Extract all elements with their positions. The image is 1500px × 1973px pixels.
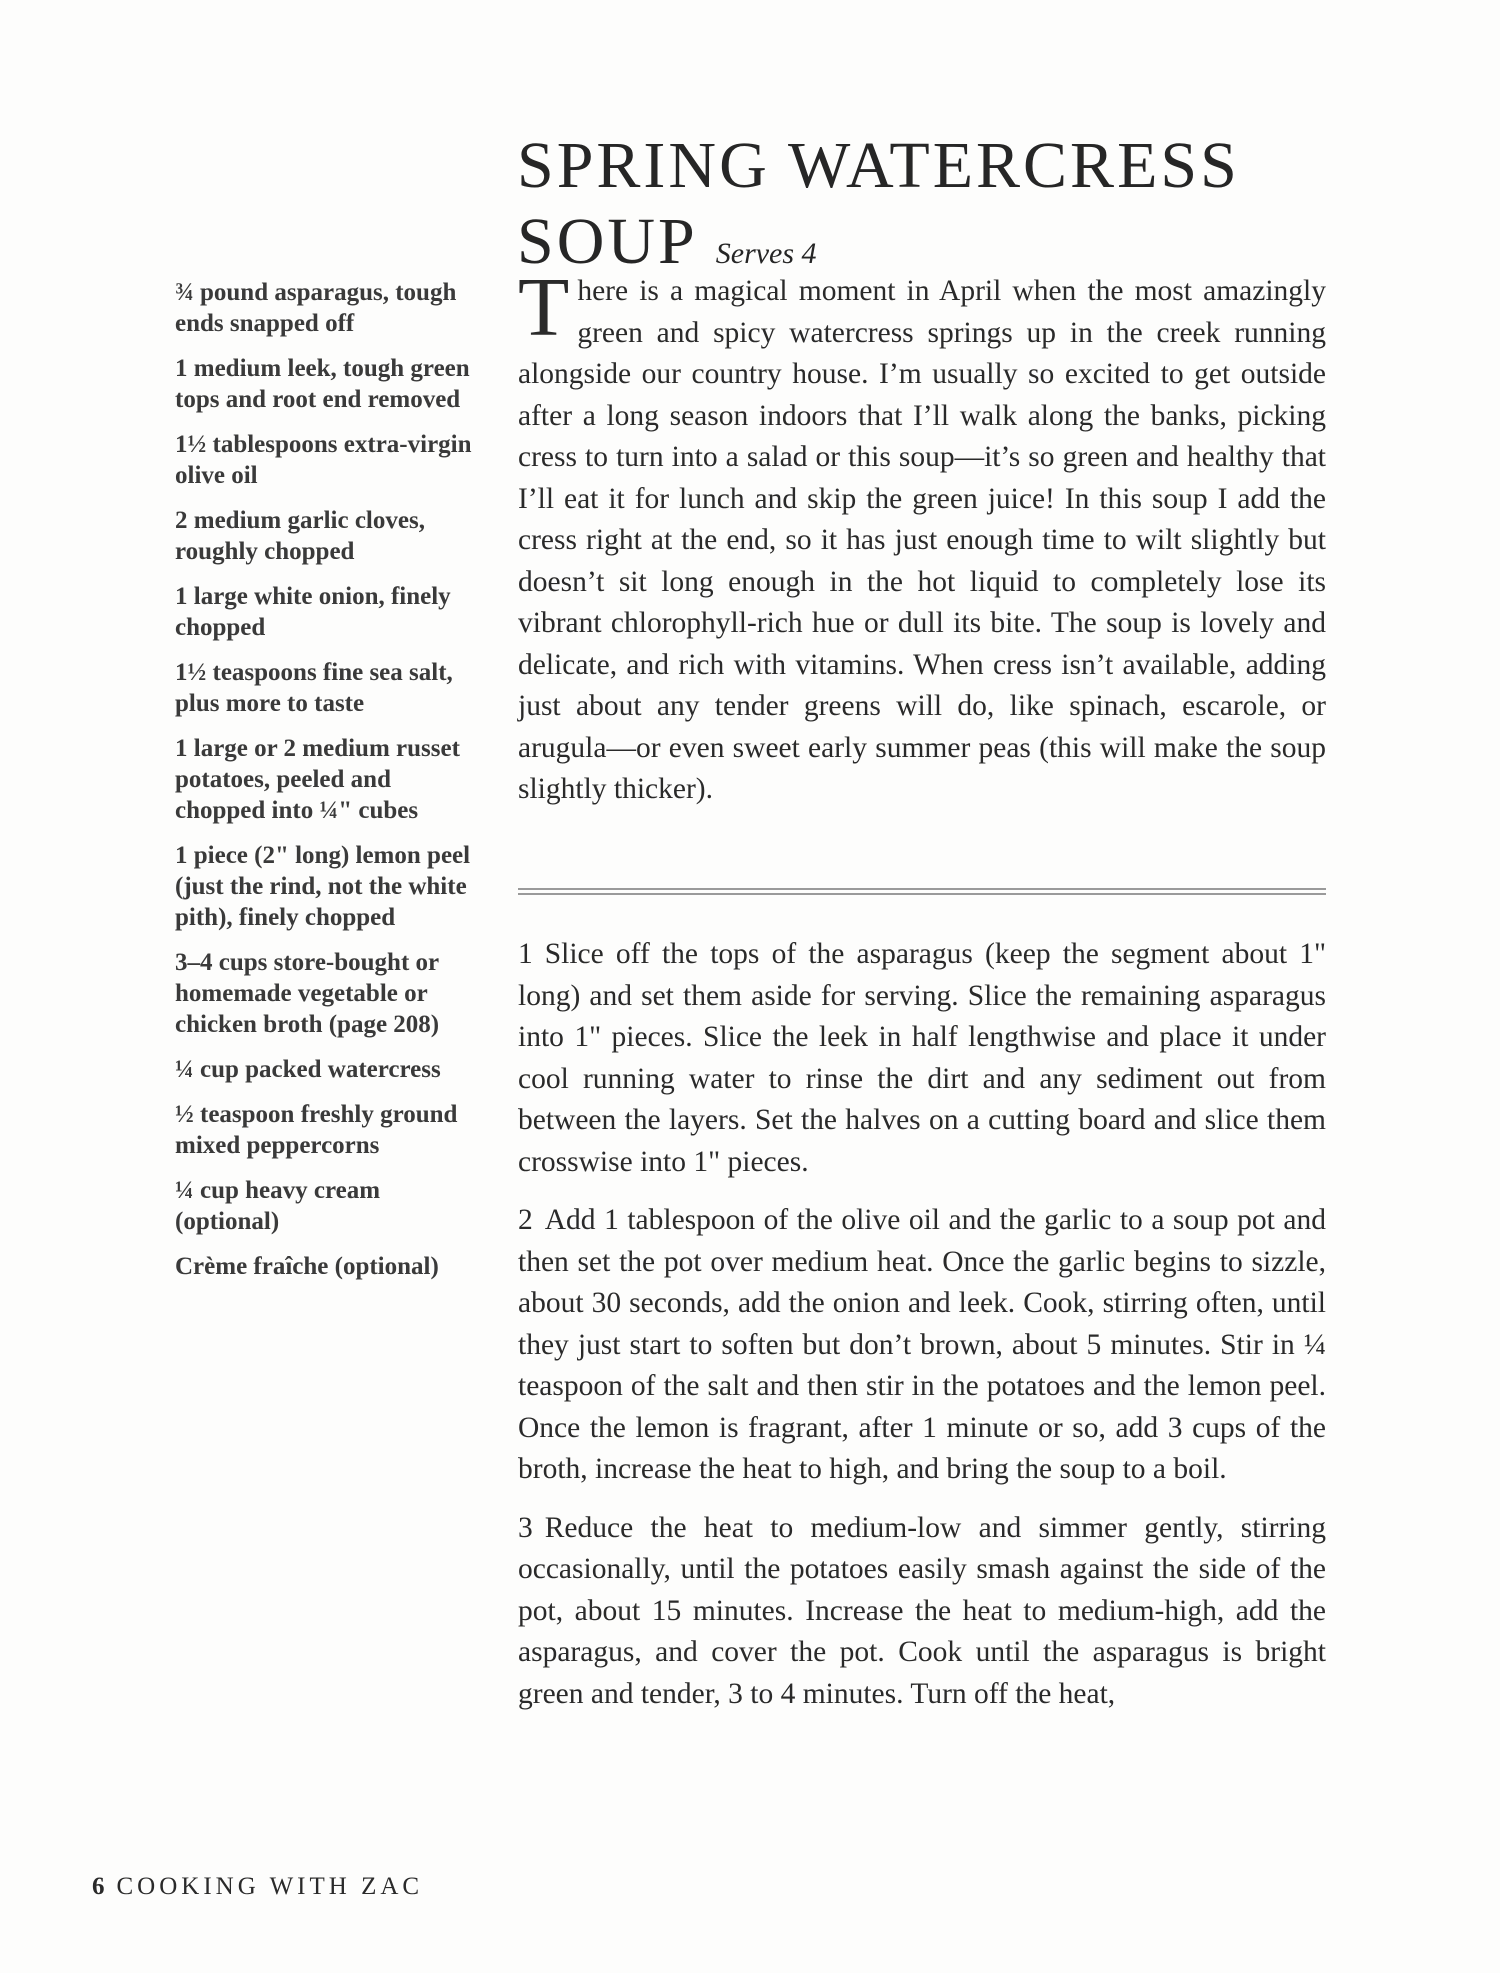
ingredient-item: 2 medium garlic cloves, roughly chopped <box>175 507 425 565</box>
ingredient-item: 1½ teaspoons fine sea salt, plus more to taste <box>175 659 453 717</box>
recipe-title-line2: SOUP <box>517 205 698 278</box>
ingredient-list <box>175 277 475 1296</box>
page-footer <box>92 1873 423 1901</box>
ingredient-item: 1½ tablespoons extra-virgin olive oil <box>175 431 472 489</box>
ingredient-item: 1 medium leek, tough green tops and root end removed <box>175 355 470 413</box>
recipe-title-line1: SPRING WATERCRESS <box>517 129 1240 202</box>
step-paragraph <box>518 1200 1326 1491</box>
section-divider <box>518 888 1326 895</box>
step-text: Add 1 tablespoon of the olive oil and the garlic to a soup pot and then set the pot over medium heat. Once the garlic begins to sizzle, about 30 seconds, add the onion and leek. Cook, stirring often, until they just start to soften but don’t brown, about 5 minutes. Stir in ¼ teaspoon of the salt and then stir in the potatoes and the lemon peel. Once the lemon is fragrant, after 1 minute or so, add 3 cups of the broth, increase the heat to high, and bring the soup to a boil. <box>518 1204 1326 1485</box>
instruction-steps <box>518 934 1326 1732</box>
step-number: 1 <box>518 938 533 970</box>
ingredient-item: ¼ cup packed watercress <box>175 1056 441 1083</box>
book-title: COOKING WITH ZAC <box>116 1873 424 1900</box>
recipe-title <box>517 128 1417 292</box>
drop-cap: T <box>518 261 570 354</box>
step-text: Reduce the heat to medium-low and simmer gently, stirring occasionally, until the potatoes easily smash against the side of the pot, about 15 minutes. Increase the heat to medium-high, add the asparagus, and cover the pot. Cook until the asparagus is bright green and tender, 3 to 4 minutes. Turn off the heat, <box>518 1511 1326 1710</box>
step-text: Slice off the tops of the asparagus (keep the segment about 1" long) and set them aside for serving. Slice the remaining asparagus into 1" pieces. Slice the leek in half lengthwise and place it under cool running water to rinse the dirt and any sediment out from between the layers. Set the halves on a cutting board and slice them crosswise into 1" pieces. <box>518 938 1326 1178</box>
ingredient-item: 1 piece (2" long) lemon peel (just the rind, not the white pith), finely chopped <box>175 842 471 931</box>
serves-label: Serves 4 <box>715 237 817 270</box>
ingredient-item: ½ teaspoon freshly ground mixed peppercorns <box>175 1101 458 1159</box>
step-number: 2 <box>518 1204 533 1236</box>
ingredient-item: ¾ pound asparagus, tough ends snapped off <box>175 279 457 337</box>
intro-text: here is a magical moment in April when the most amazingly green and spicy watercress springs up in the creek running alongside our country house. I’m usually so excited to get outside after a long season indoors that I’ll walk along the banks, picking cress to turn into a salad or this soup—it’s so green and healthy that I’ll eat it for lunch and skip the green juice! In this soup I add the cress right at the end, so it has just enough time to wilt slightly but doesn’t sit long enough in the hot liquid to completely lose its vibrant chlorophyll-rich hue or dull its bite. The soup is lovely and delicate, and rich with vitamins. When cress isn’t available, adding just about any tender greens will do, like spinach, escarole, or arugula—or even sweet early summer peas (this will make the soup slightly thicker). <box>518 275 1326 805</box>
ingredient-item: 1 large white onion, finely chopped <box>175 583 451 641</box>
step-paragraph <box>518 1508 1326 1716</box>
ingredient-item: 1 large or 2 medium russet potatoes, peeled and chopped into ¼" cubes <box>175 735 460 824</box>
step-paragraph <box>518 934 1326 1183</box>
ingredient-item: ¼ cup heavy cream (optional) <box>175 1177 381 1235</box>
intro-paragraph <box>518 261 1326 811</box>
ingredient-item: Crème fraîche (optional) <box>175 1253 439 1280</box>
step-number: 3 <box>518 1511 533 1544</box>
ingredient-item: 3–4 cups store-bought or homemade vegetable or chicken broth (page 208) <box>175 949 440 1038</box>
page-number: 6 <box>92 1873 105 1900</box>
